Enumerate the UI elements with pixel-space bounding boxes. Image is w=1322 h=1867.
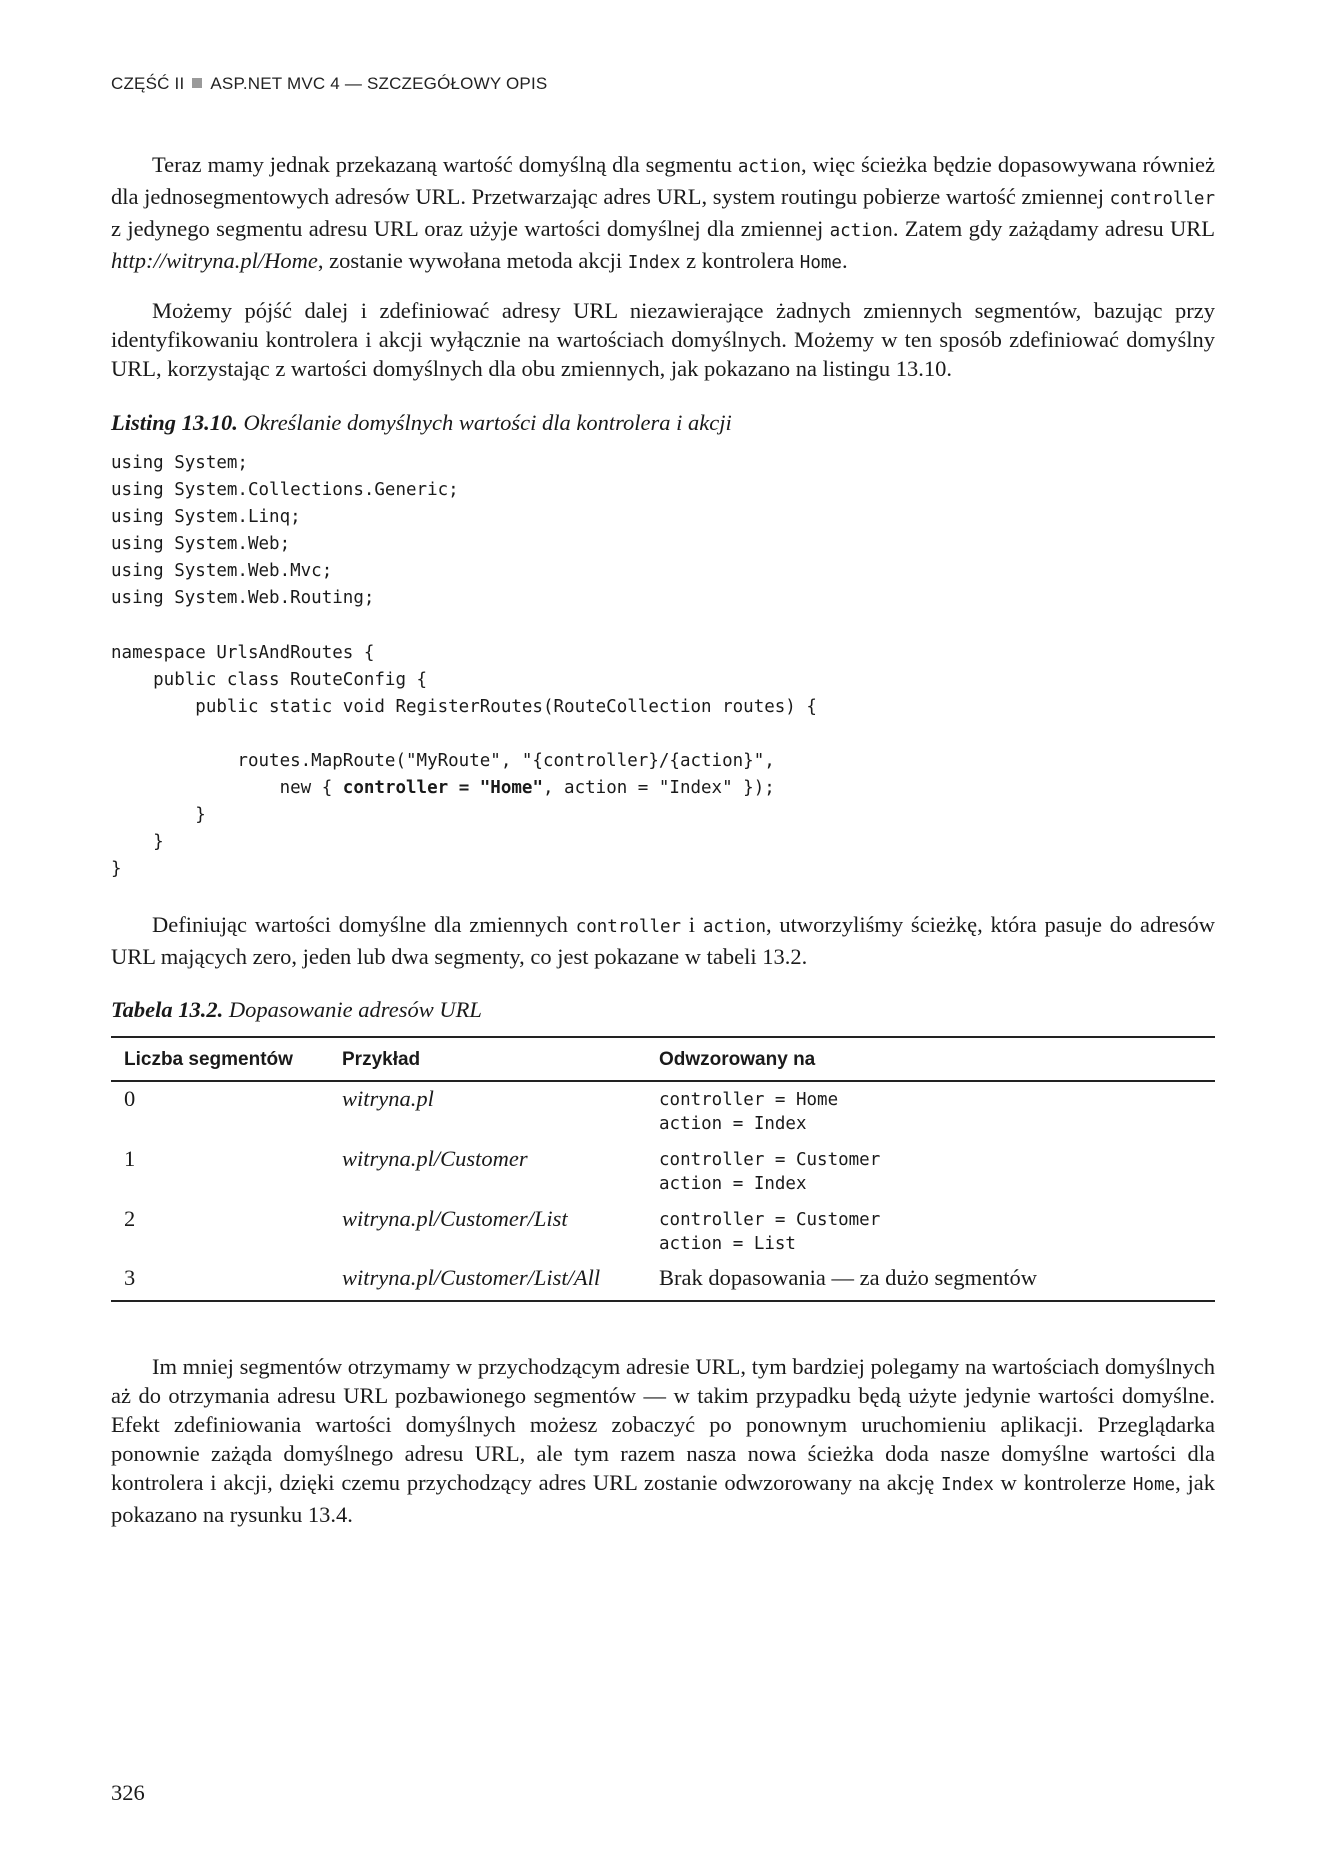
text: z kontrolera [680,248,800,273]
code-line: public class RouteConfig { [111,669,428,690]
code-line: } [111,805,206,826]
page-number: 326 [111,1780,145,1805]
code-line: } [111,832,164,853]
inline-code: controller [575,917,682,937]
code-line: using System; [111,453,248,473]
code-line: routes.MapRoute("MyRoute", "{controller}/{action}", [111,751,775,772]
table-cell-example: witryna.pl/Customer [342,1146,528,1171]
table-cell-example: witryna.pl/Customer/List [342,1206,568,1231]
paragraph-2: Możemy pójść dalej i zdefiniować adresy URL niezawierające żadnych zmiennych segmentów, bazując przy identyfikowaniu kontrolera i akcji wyłącznie na wartościach domyślnych. Możemy w ten sposób zdefiniować domyślny URL, korzystając z wartości domyślnych dla obu zmiennych, jak pokazano na listingu 13.10. [111,298,1215,381]
code-line: } [111,859,122,880]
text: Definiując wartości domyślne dla zmiennych [152,912,576,937]
text: Teraz mamy jednak przekazaną wartość domyślną dla segmentu [152,152,738,177]
table-cell-mapping [659,1208,880,1256]
inline-code: Index [941,1475,994,1495]
mapping-line: controller = Home [659,1090,839,1110]
inline-code: action [702,917,767,937]
table-caption [111,997,482,1023]
mapping-line: action = Index [659,1174,807,1194]
code-line: using System.Collections.Generic; [111,480,459,501]
code-line: , action = "Index" }); [542,778,775,799]
table-label: Tabela 13.2. [111,997,224,1022]
code-bold: controller = "Home" [342,778,543,799]
inline-code: action [737,157,802,177]
text: , zostanie wywołana metoda akcji [317,248,628,273]
code-line: public static void RegisterRoutes(RouteCollection routes) { [111,696,817,717]
code-line: using System.Linq; [111,507,301,528]
header-segment-count: Liczba segmentów [124,1049,293,1070]
header-part: CZĘŚĆ II [111,74,185,93]
table-cell-mapping: Brak dopasowania — za dużo segmentów [659,1265,1038,1290]
text: , więc ścieżka będzie dopasowywana również dla jednosegmentowych adresów URL. Przetwarzając adres URL, system routingu pobierze wartość zmiennej [111,152,1215,209]
header-separator-square [192,78,202,88]
code-line: new { [111,778,343,799]
header-mapped-to: Odwzorowany na [659,1049,816,1070]
header-example: Przykład [342,1049,421,1070]
paragraph-3 [111,910,1215,971]
table-header-rule [111,1080,1215,1082]
listing-label: Listing 13.10. [111,410,238,435]
code-line: using System.Web; [111,534,291,555]
text: z jedynego segmentu adresu URL oraz użyje wartości domyślnej dla zmiennej [111,216,830,241]
paragraph-1 [111,150,1215,278]
table-cell-example: witryna.pl/Customer/List/All [342,1265,601,1290]
running-header [111,74,547,94]
text: , utworzyliśmy ścieżkę, która pasuje do adresów URL mających zero, jeden lub dwa segmenty, co jest pokazane w tabeli 13.2. [111,912,1215,969]
listing-title: Określanie domyślnych wartości dla kontrolera i akcji [237,410,732,435]
paragraph-4 [111,1352,1215,1529]
mapping-line: action = List [659,1234,796,1254]
inline-code: Home [1132,1475,1176,1495]
inline-code: Index [627,253,681,273]
table-title: Dopasowanie adresów URL [223,997,482,1022]
inline-code: Home [799,253,842,273]
table-cell-mapping [659,1088,838,1136]
inline-code: controller [1109,189,1215,209]
table-cell-count: 1 [124,1146,136,1171]
table-cell-count: 0 [124,1086,136,1111]
table-cell-mapping [659,1148,880,1196]
code-line: using System.Web.Mvc; [111,561,333,582]
header-title: ASP.NET MVC 4 — SZCZEGÓŁOWY OPIS [210,74,548,93]
text: Im mniej segmentów otrzymamy w przychodzącym adresie URL, tym bardziej polegamy na wartościach domyślnych aż do otrzymania adresu URL pozbawionego segmentów — w takim przypadku będą użyte jedynie wartości domyślne. Efekt zdefiniowania wartości domyślnych możesz zobaczyć po ponownym uruchomieniu aplikacji. Przeglądarka ponownie zażąda domyślnego adresu URL, ale tym razem nasza nowa ścieżka doda nasze domyślne wartości dla kontrolera i akcji, dzięki czemu przychodzący adres URL zostanie odwzorowany na akcję [111,1354,1215,1495]
table-cell-example: witryna.pl [342,1086,434,1111]
inline-url: http://witryna.pl/Home [111,248,318,273]
listing-caption [111,410,732,436]
table-cell-count: 3 [124,1265,136,1290]
table-top-rule [111,1036,1215,1038]
text: . [841,248,848,273]
mapping-line: controller = Customer [659,1150,881,1170]
table-cell-count: 2 [124,1206,136,1231]
code-line: namespace UrlsAndRoutes { [111,642,375,663]
inline-code: action [829,221,893,241]
mapping-line: action = Index [659,1114,807,1134]
code-listing [111,450,817,884]
text: . Zatem gdy zażądamy adresu URL [892,216,1215,241]
text: i [681,912,703,937]
text: w kontrolerze [993,1470,1133,1495]
text: , jak pokazano na rysunku 13.4. [111,1470,1215,1527]
mapping-line: controller = Customer [659,1210,881,1230]
table-bottom-rule [111,1300,1215,1302]
code-line: using System.Web.Routing; [111,588,375,609]
